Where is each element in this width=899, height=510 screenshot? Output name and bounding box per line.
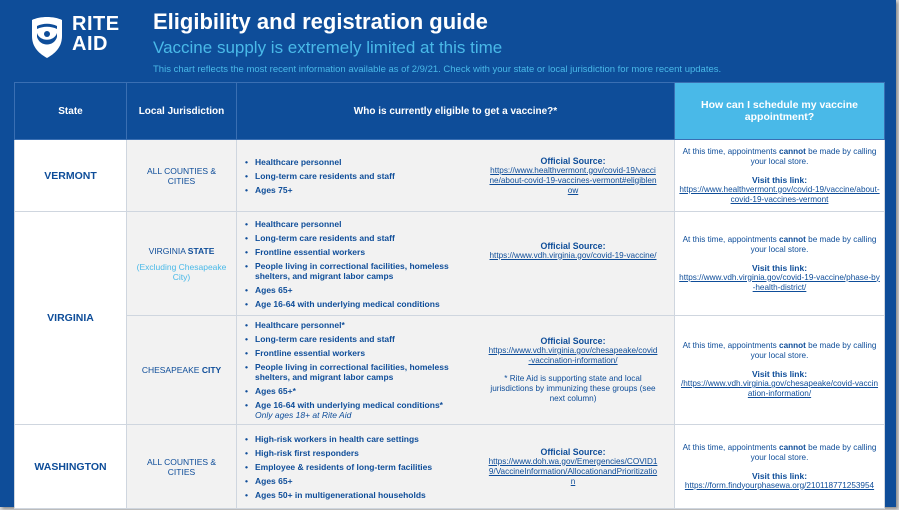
- header-state: State: [15, 83, 127, 140]
- eligibility-table: [14, 82, 884, 502]
- list-item: • People living in correctional facilities, homeless shelters, and migrant labor camps: [243, 362, 478, 382]
- page-subtitle: Vaccine supply is extremely limited at this time: [153, 38, 503, 57]
- jurisdiction-cell: ALL COUNTIES & CITIES: [127, 140, 237, 212]
- visit-label: Visit this link:: [751, 470, 808, 481]
- schedule-cell: [675, 425, 885, 509]
- schedule-cell: [675, 212, 885, 316]
- list-item: • Long-term care residents and staff: [243, 171, 478, 181]
- rite-aid-shield-icon: [28, 14, 66, 60]
- eligibility-cell: [237, 316, 675, 425]
- header: [0, 0, 896, 82]
- rite-aid-logo: [28, 12, 128, 64]
- eligibility-cell: [237, 212, 675, 316]
- schedule-text: At this time, appointments cannot be made by calling your local store.: [682, 442, 877, 462]
- official-source: [488, 447, 658, 487]
- official-source: [488, 336, 658, 404]
- list-item: • Employee & residents of long-term facilities: [243, 462, 478, 472]
- source-label: Official Source:: [540, 446, 606, 457]
- source-link[interactable]: https://www.vdh.virginia.gov/chesapeake/covid-vaccination-information/: [488, 346, 658, 365]
- schedule-cell: [675, 140, 885, 212]
- list-item: • Long-term care residents and staff: [243, 334, 478, 344]
- footnote: * Rite Aid is supporting state and local jurisdictions by immunizing these groups (see next column): [490, 374, 656, 403]
- schedule-text: At this time, appointments cannot be made by calling your local store.: [682, 341, 877, 360]
- list-item: • High-risk workers in health care settings: [243, 434, 478, 444]
- schedule-link[interactable]: /https://www.vdh.virginia.gov/chesapeake/covid-vaccination-information/: [680, 379, 879, 398]
- schedule-text: At this time, appointments cannot be made by calling your local store.: [682, 234, 877, 254]
- eligibility-cell: [237, 140, 675, 212]
- header-jurisdiction: Local Jurisdiction: [127, 83, 237, 140]
- list-item: • People living in correctional facilities, homeless shelters, and migrant labor camps: [243, 261, 478, 281]
- list-item: • Frontline essential workers: [243, 348, 478, 358]
- brand-name: RITE AID: [72, 13, 120, 55]
- table-row-chesapeake: [15, 316, 885, 425]
- eligible-list: [243, 215, 478, 313]
- list-item: • Ages 50+ in multigenerational households: [243, 490, 478, 500]
- schedule-link[interactable]: https://www.healthvermont.gov/covid-19/vaccine/about-covid-19-vaccines-vermont: [679, 184, 880, 204]
- schedule-link[interactable]: https://www.vdh.virginia.gov/covid-19-vaccine/phase-by-health-district/: [679, 272, 880, 292]
- source-label: Official Source:: [540, 336, 606, 346]
- state-cell: VIRGINIA: [15, 212, 127, 425]
- state-cell: WASHINGTON: [15, 425, 127, 509]
- source-link[interactable]: https://www.vdh.virginia.gov/covid-19-vaccine/: [489, 250, 657, 260]
- eligible-list: [243, 153, 478, 199]
- list-item: • High-risk first responders: [243, 448, 478, 458]
- table-row-vermont: [15, 140, 885, 212]
- schedule-cell: [675, 316, 885, 425]
- table-header-row: [15, 83, 885, 140]
- page-title: Eligibility and registration guide: [153, 9, 488, 34]
- list-item: • Ages 65+: [243, 476, 478, 486]
- eligible-list: [243, 316, 478, 424]
- list-item: • Ages 75+: [243, 185, 478, 195]
- table-row-virginia-state: [15, 212, 885, 316]
- list-item: • Healthcare personnel: [243, 219, 478, 229]
- source-label: Official Source:: [540, 155, 606, 166]
- state-cell: VERMONT: [15, 140, 127, 212]
- list-item: • Frontline essential workers: [243, 247, 478, 257]
- schedule-text: At this time, appointments cannot be made by calling your local store.: [682, 146, 877, 166]
- list-item: • Healthcare personnel*: [243, 320, 478, 330]
- header-schedule: How can I schedule my vaccine appointment?: [675, 83, 885, 140]
- list-item: • Long-term care residents and staff: [243, 233, 478, 243]
- official-source: [488, 241, 658, 261]
- eligibility-cell: [237, 425, 675, 509]
- jurisdiction-cell: ALL COUNTIES & CITIES: [127, 425, 237, 509]
- official-source: [488, 156, 658, 196]
- jurisdiction-note: (Excluding Chesapeake City): [136, 261, 227, 282]
- source-link[interactable]: https://www.doh.wa.gov/Emergencies/COVID19/VaccineInformation/AllocationandPrioritization: [488, 456, 658, 486]
- list-item: • Age 16-64 with underlying medical conditions: [243, 299, 478, 309]
- list-item: • Ages 65+*: [243, 386, 478, 396]
- header-eligible: Who is currently eligible to get a vaccine?*: [237, 83, 675, 140]
- visit-label: Visit this link:: [751, 369, 808, 379]
- eligible-note: Only ages 18+ at Rite Aid: [255, 410, 352, 420]
- list-item: • Healthcare personnel: [243, 157, 478, 167]
- eligible-list: [243, 430, 478, 504]
- list-item: • Ages 65+: [243, 285, 478, 295]
- jurisdiction-cell: VIRGINIA STATE (Excluding Chesapeake City): [127, 212, 237, 316]
- list-item: • Age 16-64 with underlying medical conditions* Only ages 18+ at Rite Aid: [243, 400, 478, 420]
- schedule-link[interactable]: https://form.findyourphasewa.org/210118771253954: [684, 480, 875, 490]
- update-note: This chart reflects the most recent information available as of 2/9/21. Check with your state or local jurisdiction for more recent updates.: [153, 64, 722, 75]
- jurisdiction-cell: CHESAPEAKE CITY: [127, 316, 237, 425]
- visit-label: Visit this link:: [751, 174, 808, 185]
- source-link[interactable]: https://www.healthvermont.gov/covid-19/vaccine/about-covid-19-vaccines-vermont#eligiblenow: [489, 165, 657, 195]
- source-label: Official Source:: [540, 240, 606, 251]
- table-row-washington: [15, 425, 885, 509]
- visit-label: Visit this link:: [751, 262, 808, 273]
